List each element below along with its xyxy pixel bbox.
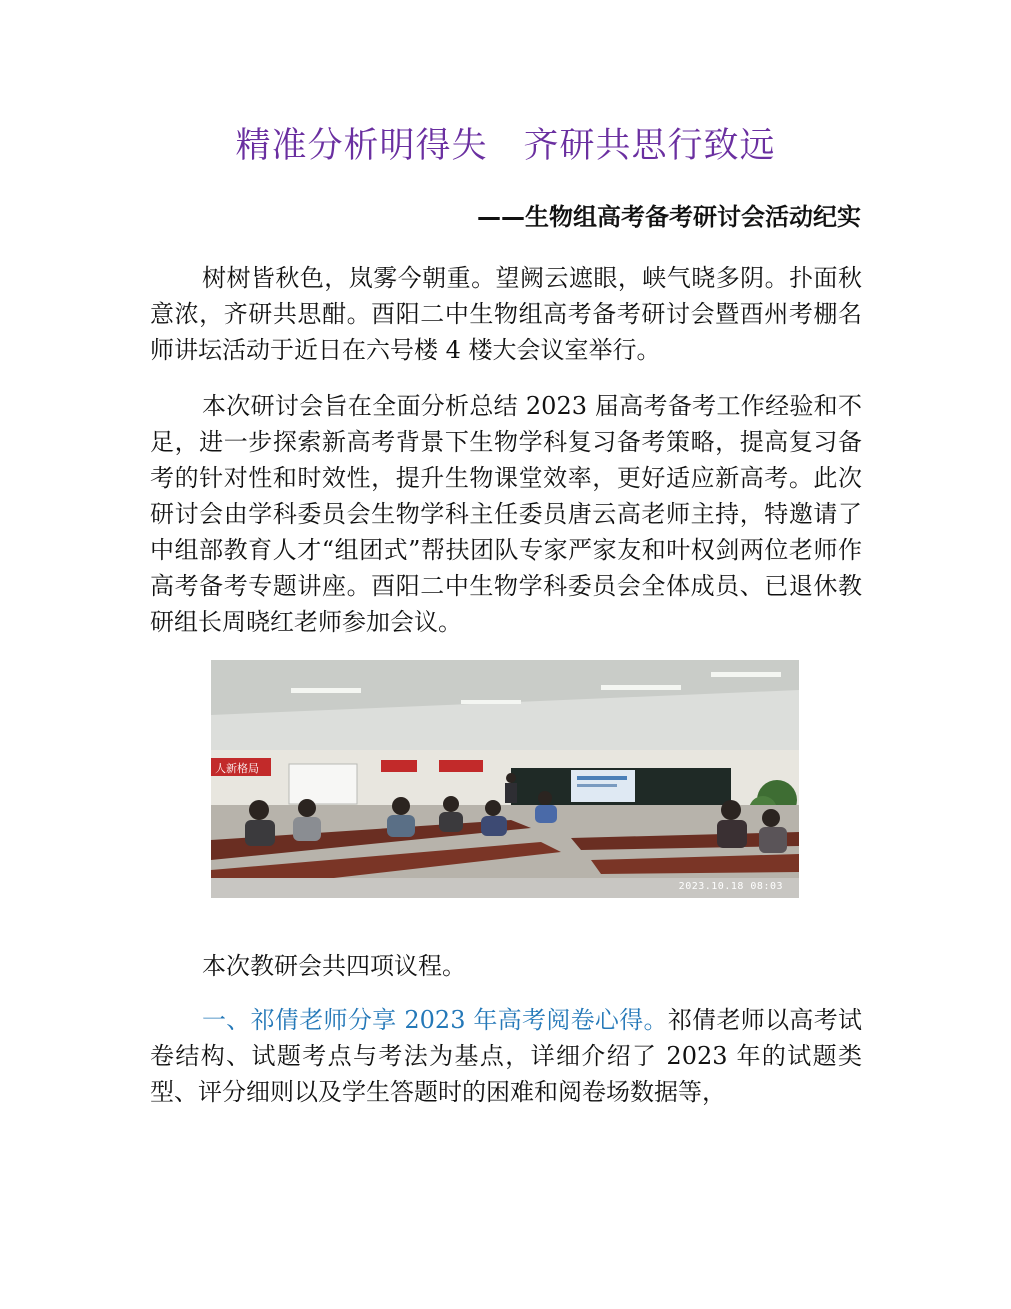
article-title [0,118,1011,168]
meeting-photo-illustration [211,660,799,898]
banner-text: 人新格局 [215,762,259,775]
meeting-photo [211,660,799,898]
paragraph-agenda: 本次教研会共四项议程。 [202,952,466,980]
title-part-2: 齐研共思行致远 [523,126,776,166]
photo-timestamp: 2023.10.18 08:03 [678,881,783,892]
agenda-item-one-body: 祁倩老师以高考试卷结构、试题考点与考法为基点，详细介绍了 2023 年的试题类型、评分细则以及学生答题时的困难和阅卷场数据等， [150,1006,863,1106]
paragraph-purpose: 本次研讨会旨在全面分析总结 2023 届高考备考工作经验和不足，进一步探索新高考背景下生物学科复习备考策略，提高复习备考的针对性和时效性，提升生物课堂效率，更好适应新高考。此次研讨会由学科委员会生物学科主任委员唐云高老师主持，特邀请了中组部教育人才“组团式”帮扶团队专家严家友和叶权剑两位老师作高考备考专题讲座。酉阳二中生物学科委员会全体成员、已退休教研组长周晓红老师参加会议。 [150,392,862,636]
agenda-item-one-heading: 一、祁倩老师分享 2023 年高考阅卷心得。 [202,1006,668,1034]
paragraph-item-one [150,1002,862,1110]
paragraph-intro: 树树皆秋色，岚雾今朝重。望阙云遮眼，峡气晓多阴。扑面秋意浓，齐研共思酣。酉阳二中生物组高考备考研讨会暨酉州考棚名师讲坛活动于近日在六号楼 4 楼大会议室举行。 [150,264,862,364]
article-subtitle: ——生物组高考备考研讨会活动纪实 [477,203,861,231]
title-part-1: 精准分析明得失 [235,126,488,166]
